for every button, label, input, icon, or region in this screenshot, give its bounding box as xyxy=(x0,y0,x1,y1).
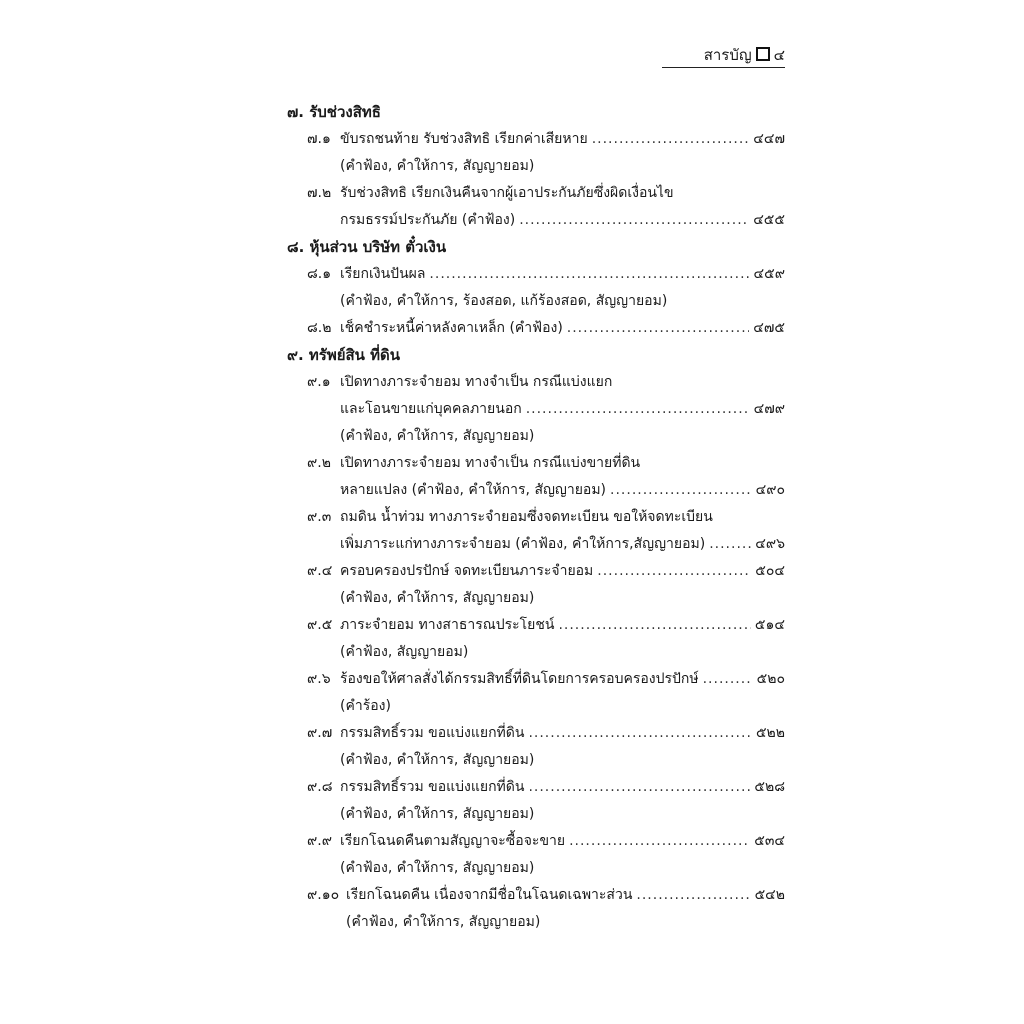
dot-leader xyxy=(429,262,749,286)
entry-title: เรียกเงินปันผล xyxy=(340,266,426,282)
toc-entry xyxy=(307,721,785,745)
entry-title: เรียกโฉนดคืนตามสัญญาจะซื้อจะขาย xyxy=(340,833,566,849)
entry-title: รับช่วงสิทธิ เรียกเงินคืนจากผู้เอาประกันภัยซึ่งผิดเงื่อนไข xyxy=(340,185,674,201)
entry-title: กรมธรรม์ประกันภัย (คำฟ้อง) xyxy=(340,212,516,228)
section-heading: ๗. รับช่วงสิทธิ xyxy=(287,103,381,121)
dot-leader xyxy=(597,559,751,583)
toc-entry-continuation xyxy=(340,397,785,421)
entry-note: (คำฟ้อง, คำให้การ, สัญญายอม) xyxy=(346,914,541,930)
entry-page-number: ๔๔๗ xyxy=(753,131,785,147)
dot-leader xyxy=(610,478,752,502)
entry-title: หลายแปลง (คำฟ้อง, คำให้การ, สัญญายอม) xyxy=(340,482,607,498)
toc-entry-continuation xyxy=(340,478,785,502)
entry-note: (คำฟ้อง, คำให้การ, สัญญายอม) xyxy=(340,806,535,822)
header-rule xyxy=(662,67,785,68)
toc-entry-continuation xyxy=(340,532,785,556)
entry-page-number: ๔๕๙ xyxy=(753,266,785,282)
entry-title: ภาระจำยอม ทางสาธารณประโยชน์ xyxy=(340,617,555,633)
entry-number: ๙.๘ xyxy=(307,779,333,795)
toc-entry xyxy=(307,883,785,907)
entry-number: ๗.๑ xyxy=(307,131,331,147)
entry-number: ๙.๕ xyxy=(307,617,333,633)
entry-page-number: ๔๗๙ xyxy=(753,401,785,417)
entry-number: ๙.๖ xyxy=(307,671,331,687)
entry-page-number: ๕๒๘ xyxy=(754,779,785,795)
entry-number: ๙.๑ xyxy=(307,374,331,390)
square-bullet-icon xyxy=(756,47,770,61)
entry-number: ๙.๓ xyxy=(307,509,332,525)
dot-leader xyxy=(636,883,750,907)
entry-title: กรรมสิทธิ์รวม ขอแบ่งแยกที่ดิน xyxy=(340,779,525,795)
entry-number: ๘.๒ xyxy=(307,320,332,336)
entry-title: ขับรถชนท้าย รับช่วงสิทธิ เรียกค่าเสียหาย xyxy=(340,131,588,147)
section-heading: ๘. หุ้นส่วน บริษัท ตั๋วเงิน xyxy=(287,238,447,256)
header-title: สารบัญ xyxy=(703,46,752,64)
toc-entry xyxy=(307,829,785,853)
toc-entry xyxy=(307,505,785,529)
entry-page-number: ๔๙๐ xyxy=(755,482,785,498)
entry-note: (คำร้อง) xyxy=(340,698,391,714)
entry-note: (คำฟ้อง, คำให้การ, สัญญายอม) xyxy=(340,752,535,768)
toc-entry xyxy=(307,127,785,151)
dot-leader xyxy=(519,208,749,232)
entry-note: (คำฟ้อง, คำให้การ, สัญญายอม) xyxy=(340,158,535,174)
toc-entry xyxy=(307,613,785,637)
dot-leader xyxy=(709,532,751,556)
entry-page-number: ๔๕๕ xyxy=(753,212,785,228)
entry-note: (คำฟ้อง, คำให้การ, สัญญายอม) xyxy=(340,590,535,606)
header-page-number: ๔ xyxy=(773,46,785,64)
running-header xyxy=(662,44,785,66)
entry-note: (คำฟ้อง, สัญญายอม) xyxy=(340,644,469,660)
entry-page-number: ๕๑๔ xyxy=(754,617,785,633)
entry-title: ครอบครองปรปักษ์ จดทะเบียนภาระจำยอม xyxy=(340,563,594,579)
entry-page-number: ๕๒๒ xyxy=(755,725,785,741)
entry-number: ๙.๒ xyxy=(307,455,331,471)
toc-entry-continuation xyxy=(340,208,785,232)
entry-number: ๙.๑๐ xyxy=(307,887,340,903)
toc-entry xyxy=(307,775,785,799)
entry-number: ๘.๑ xyxy=(307,266,332,282)
toc-entry xyxy=(307,667,785,691)
toc-entry xyxy=(307,370,785,394)
entry-page-number: ๕๐๔ xyxy=(755,563,785,579)
entry-title: เปิดทางภาระจำยอม ทางจำเป็น กรณีแบ่งแยก xyxy=(340,374,613,390)
entry-page-number: ๕๔๒ xyxy=(754,887,785,903)
entry-number: ๙.๔ xyxy=(307,563,333,579)
toc-entry xyxy=(307,316,785,340)
dot-leader xyxy=(558,613,750,637)
entry-title: เช็คชำระหนี้ค่าหลังคาเหล็ก (คำฟ้อง) xyxy=(340,320,563,336)
dot-leader xyxy=(526,397,750,421)
entry-note: (คำฟ้อง, คำให้การ, สัญญายอม) xyxy=(340,860,535,876)
dot-leader xyxy=(567,316,750,340)
toc-entry xyxy=(307,451,785,475)
entry-title: เปิดทางภาระจำยอม ทางจำเป็น กรณีแบ่งขายที่ดิน xyxy=(340,455,641,471)
entry-title: ถมดิน น้ำท่วม ทางภาระจำยอมซึ่งจดทะเบียน ขอให้จดทะเบียน xyxy=(340,509,713,525)
entry-number: ๙.๙ xyxy=(307,833,332,849)
dot-leader xyxy=(569,829,750,853)
entry-note: (คำฟ้อง, คำให้การ, ร้องสอด, แก้ร้องสอด, สัญญายอม) xyxy=(340,293,668,309)
entry-page-number: ๔๗๕ xyxy=(753,320,785,336)
toc-entry xyxy=(307,181,785,205)
entry-title: ร้องขอให้ศาลสั่งได้กรรมสิทธิ์ที่ดินโดยการครอบครองปรปักษ์ xyxy=(340,671,699,687)
dot-leader xyxy=(703,667,753,691)
toc-entry xyxy=(307,262,785,286)
entry-title: เรียกโฉนดคืน เนื่องจากมีชื่อในโฉนดเฉพาะส่วน xyxy=(346,887,633,903)
dot-leader xyxy=(592,127,750,151)
dot-leader xyxy=(528,775,750,799)
dot-leader xyxy=(528,721,751,745)
entry-note: (คำฟ้อง, คำให้การ, สัญญายอม) xyxy=(340,428,535,444)
entry-page-number: ๕๓๔ xyxy=(754,833,785,849)
toc-entry xyxy=(307,559,785,583)
entry-page-number: ๔๙๖ xyxy=(755,536,785,552)
section-heading: ๙. ทรัพย์สิน ที่ดิน xyxy=(287,346,401,364)
entry-title: เพิ่มภาระแก่ทางภาระจำยอม (คำฟ้อง, คำให้การ,สัญญายอม) xyxy=(340,536,706,552)
entry-title: และโอนขายแก่บุคคลภายนอก xyxy=(340,401,522,417)
entry-page-number: ๕๒๐ xyxy=(756,671,785,687)
entry-title: กรรมสิทธิ์รวม ขอแบ่งแยกที่ดิน xyxy=(340,725,525,741)
entry-number: ๙.๗ xyxy=(307,725,333,741)
entry-number: ๗.๒ xyxy=(307,185,332,201)
